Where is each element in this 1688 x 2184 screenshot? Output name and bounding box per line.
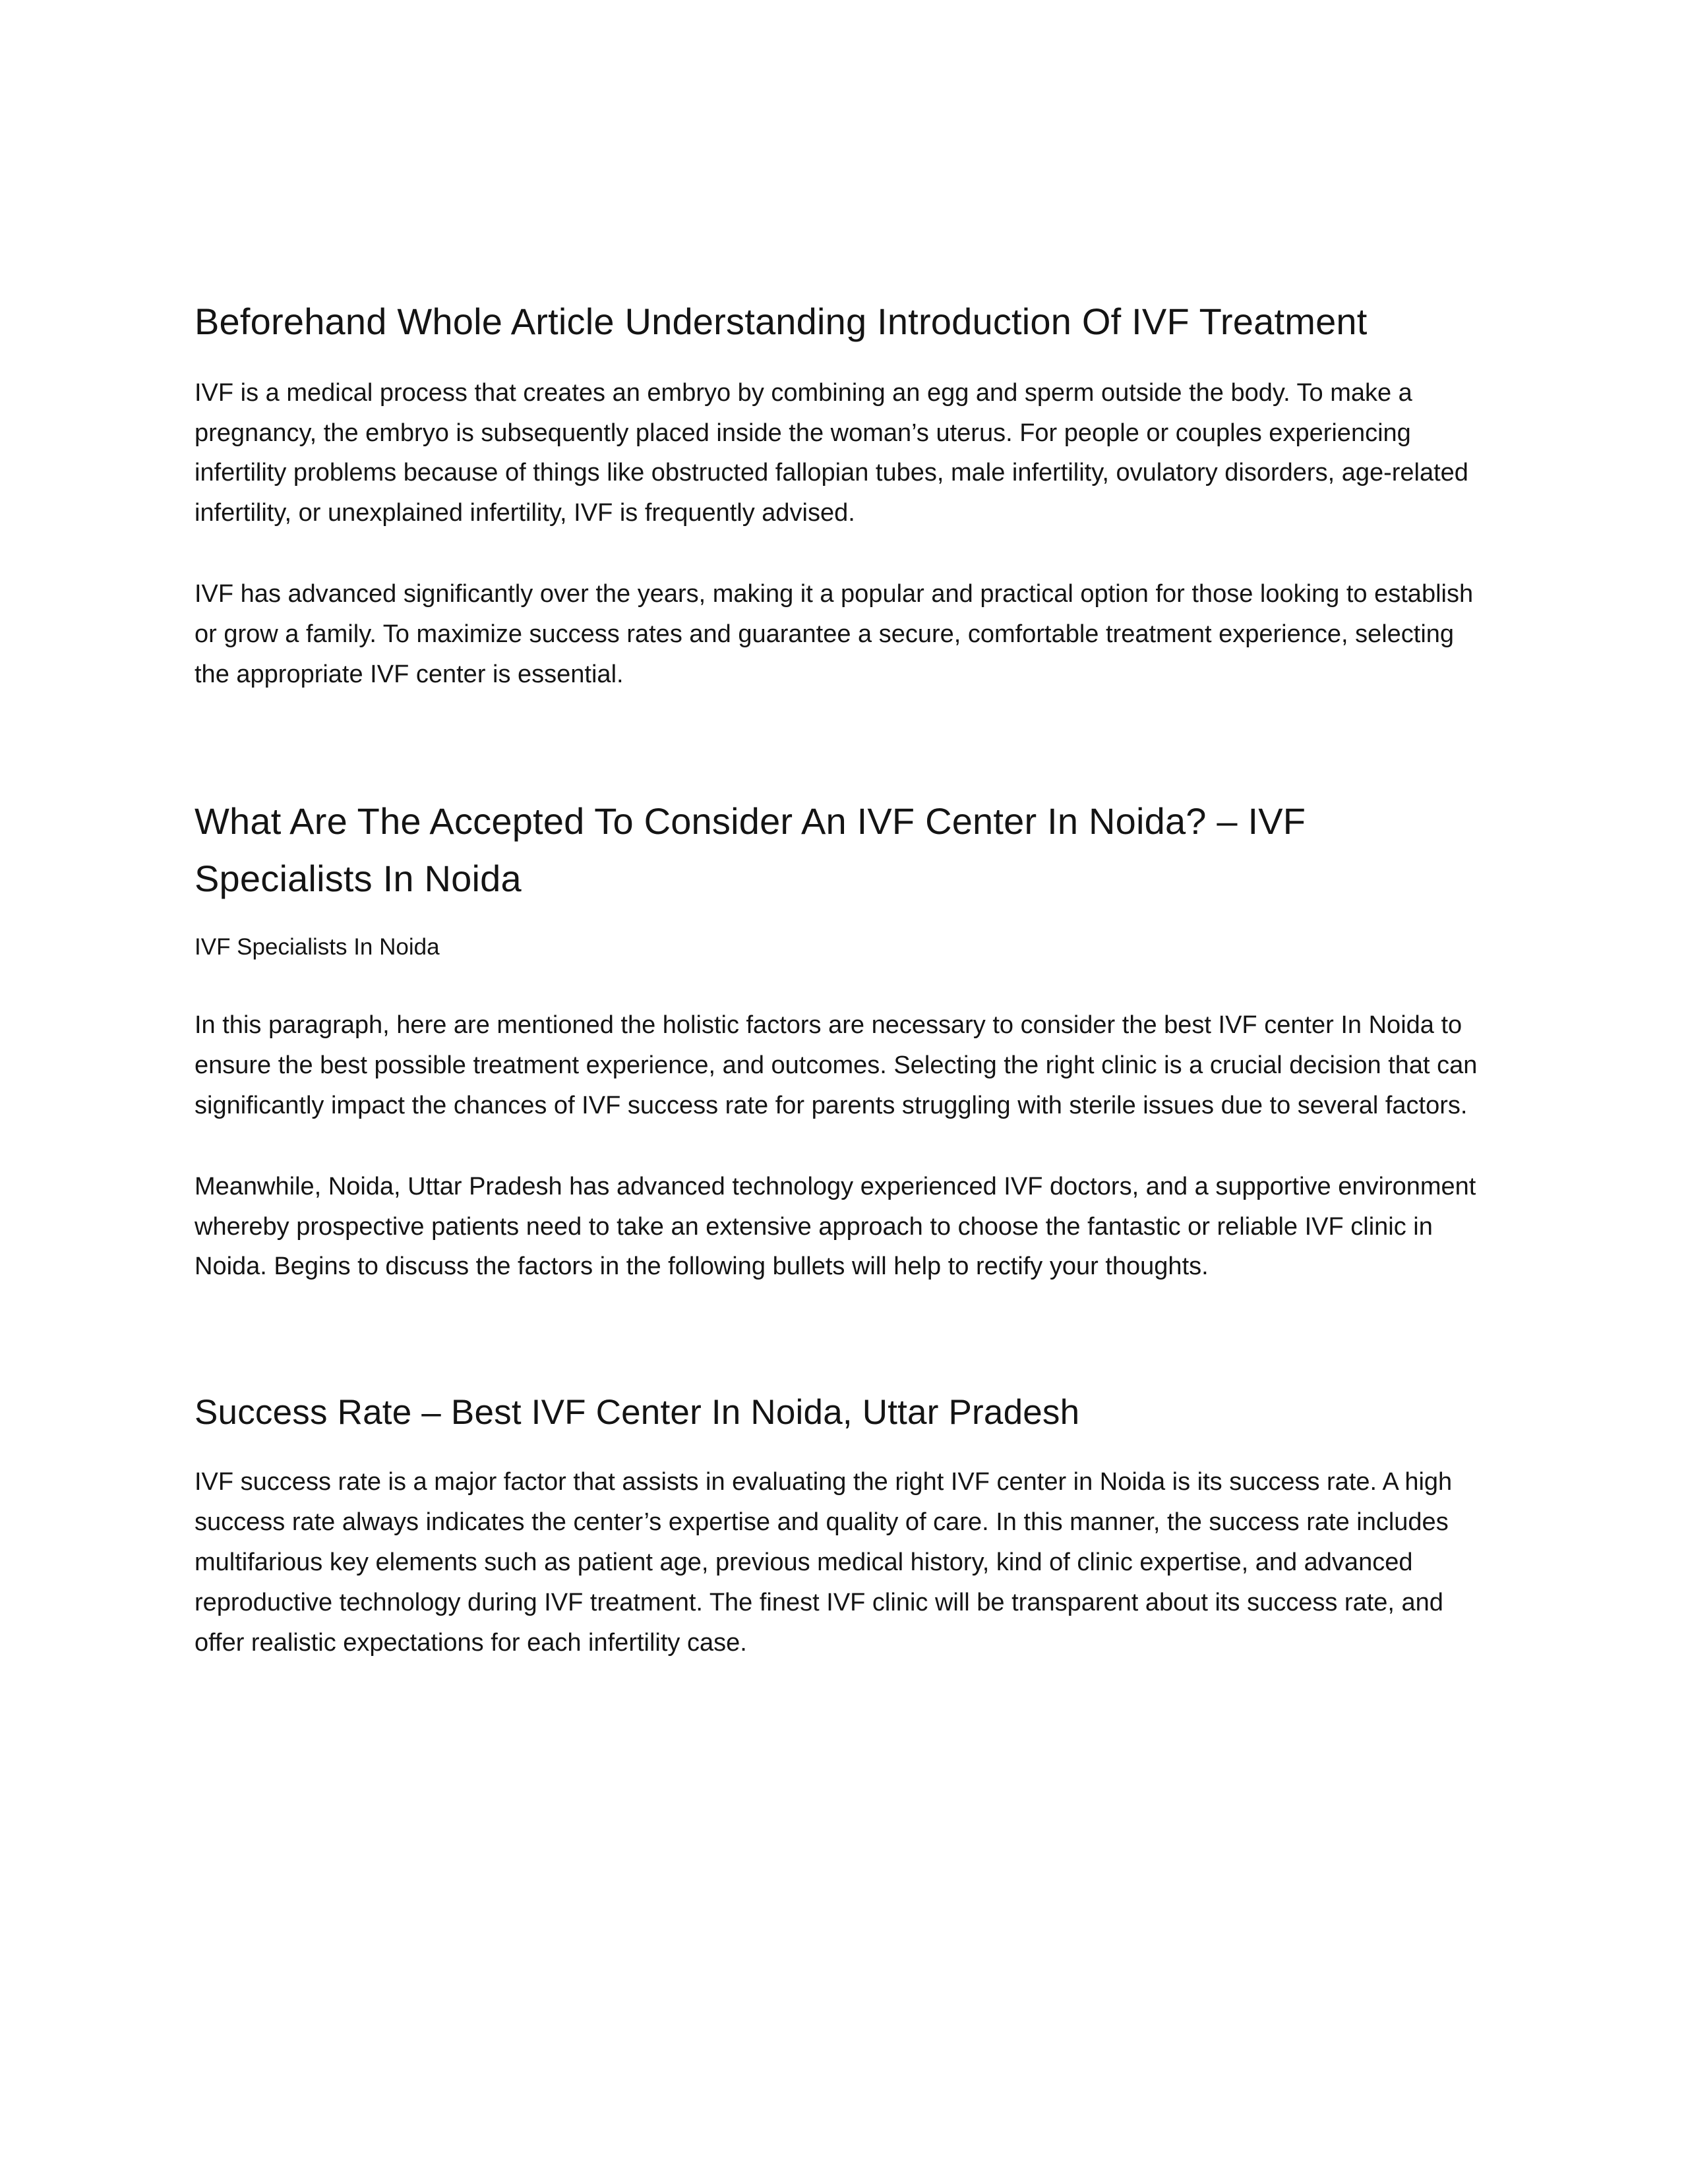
subheading: IVF Specialists In Noida (195, 933, 440, 960)
paragraph: Meanwhile, Noida, Uttar Pradesh has advanced technology experienced IVF doctors, and a supportive environment whereby prospective patients need to take an extensive approach to choose the fantastic or reliable IVF clinic in Noida. Begins to discuss the factors in the following bullets will help to rectify your thoughts. (195, 1172, 1476, 1281)
section-success-rate (195, 1386, 1493, 1663)
section-ivf-center-noida (195, 793, 1493, 1287)
paragraph: In this paragraph, here are mentioned the holistic factors are necessary to consider the best IVF center In Noida to ensure the best possible treatment experience, and outcomes. Selecting the right clinic is a crucial decision that can significantly impact the chances of IVF success rate for parents struggling with sterile issues due to several factors. (195, 1011, 1478, 1120)
paragraph: IVF is a medical process that creates an embryo by combining an egg and sperm outside the body. To make a pregnancy, the embryo is subsequently placed inside the woman’s uterus. For people or couples experiencing infertility problems because of things like obstructed fallopian tubes, male infertility, ovulatory disorders, age-related infertility, or unexplained infertility, IVF is frequently advised. (195, 378, 1468, 527)
paragraph: IVF success rate is a major factor that assists in evaluating the right IVF center in Noida is its success rate. A high success rate always indicates the center’s expertise and quality of care. In this manner, the success rate includes multifarious key elements such as patient age, previous medical history, kind of clinic expertise, and advanced reproductive technology during IVF treatment. The finest IVF clinic will be transparent about its success rate, and offer realistic expectations for each infertility case. (195, 1468, 1453, 1657)
section-introduction (195, 293, 1493, 694)
section-heading: Beforehand Whole Article Understanding Introduction Of IVF Treatment (195, 301, 1368, 342)
section-heading: What Are The Accepted To Consider An IVF Center In Noida? – IVF Specialists In Noida (195, 800, 1306, 900)
document-content (195, 293, 1493, 1663)
paragraph: IVF has advanced significantly over the years, making it a popular and practical option for those looking to establish or grow a family. To maximize success rates and guarantee a secure, comfortable treatment experience, selecting the appropriate IVF center is essential. (195, 579, 1474, 688)
section-heading: Success Rate – Best IVF Center In Noida, Uttar Pradesh (195, 1393, 1080, 1432)
